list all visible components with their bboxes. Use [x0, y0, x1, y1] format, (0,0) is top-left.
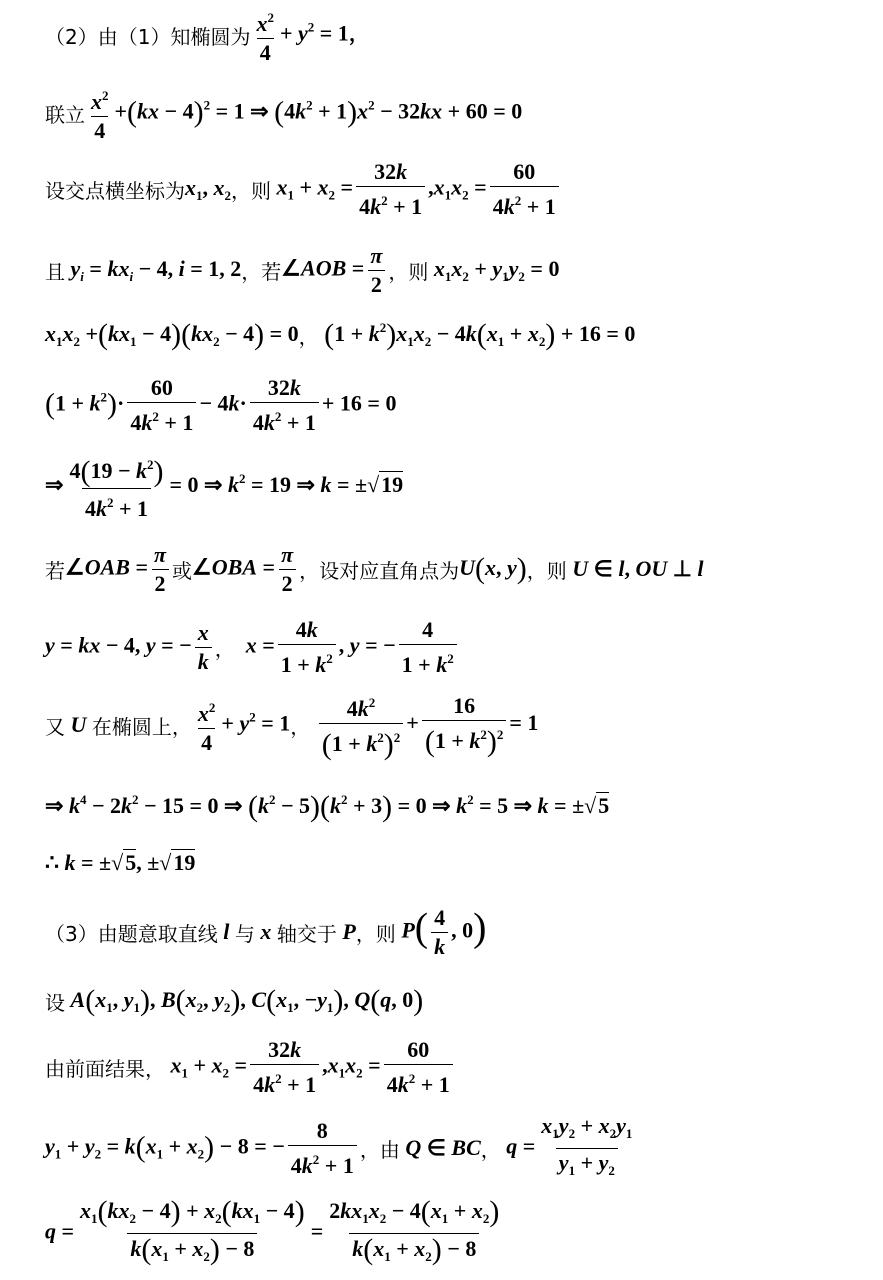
solution-line-12 [45, 838, 865, 888]
line-11-math: ⇒ $k^4 - 2k^2 - 15 = 0$ ⇒ $(k^2 - 5)(k^2 + 3) = 0$ ⇒ $k^2 = 5$ ⇒ k = ±√5 [45, 790, 610, 823]
solution-line-6 [45, 374, 865, 435]
line-8-connector-b: ，设对应直角点为 [299, 558, 460, 583]
line-5-math-a: $x_1x_2 +(kx_1 - 4)(kx_2 - 4) = 0$ [45, 318, 299, 351]
line-3-math-a: $x_1$, $x_2$ [185, 174, 231, 203]
solution-line-16 [45, 1112, 865, 1178]
line-9-math-b: x = $\frac{4k}{1 + k^2}$ , y = − $\frac{4}{1 + k^2}$ [235, 617, 460, 678]
line-13-label-c: 轴交于 [276, 921, 337, 946]
solution-line-9 [45, 616, 865, 677]
solution-line-4 [45, 242, 865, 297]
line-17-math: q = $\frac{x_1(kx_2 - 4) + x_2(kx_1 - 4)}{k(x_1 + x_2) - 8}$ = $\frac{2kx_1x_2 - 4(x_1 + x_2)}{k(x_1 + x_2) - 8}$ [45, 1197, 505, 1270]
line-13-connector: ，则 [355, 921, 396, 946]
line-4-math-a: $y_i = kx_i - 4$, i = 1, 2 [70, 255, 242, 284]
line-2-label: 联立 [45, 102, 85, 127]
line-13-math-d: P( $\frac{4}{k}$ , 0) [401, 904, 487, 959]
line-10-math-a: U [70, 712, 87, 737]
line-4-math-b: ∠AOB = $\frac{\pi}{2}$ [281, 243, 388, 298]
line-14-math: $A(x_1$, $y_1$), $B(x_2$, $y_2$), $C(x_1$, $-y_1$), Q(q, 0) [70, 984, 424, 1017]
line-13-math-c: P [342, 919, 356, 944]
line-16-connector-a: ，由 [359, 1137, 400, 1162]
line-16-math-b: Q ∈ BC [405, 1135, 481, 1160]
solution-line-11 [45, 782, 865, 832]
line-10-label-a: 又 [45, 714, 65, 739]
line-8-label: 若 [45, 558, 65, 583]
line-3-math-b: $x_1 + x_2$ = $\frac{32k}{4k^2 + 1}$ $,x_1x_2$ = $\frac{60}{4k^2 + 1}$ [271, 159, 562, 220]
solution-line-14 [45, 976, 865, 1026]
solution-line-17 [45, 1194, 865, 1266]
line-13-label-a: （3）由题意取直线 [45, 921, 218, 946]
solution-line-5 [45, 310, 865, 360]
line-1-label: （2）由（1）知椭圆为 [45, 24, 251, 49]
line-4-label: 且 [45, 259, 65, 284]
line-9-math-a: y = kx − 4, y = − $\frac{x}{k}$ [45, 620, 215, 675]
line-15-label: 由前面结果， [45, 1056, 165, 1081]
line-3-connector: ，则 [231, 178, 271, 203]
line-5-math-b: $(1 + k^2)x_1x_2 - 4k(x_1 + x_2) + 16 = 0$ [324, 318, 636, 351]
line-13-label-b: 与 [234, 921, 255, 946]
line-3-label: 设交点横坐标为 [45, 178, 185, 203]
line-8-connector-c: ，则 [526, 558, 567, 583]
line-6-math: $(1 + k^2)\cdot$ $\frac{60}{4k^2 + 1}$ − 4k· $\frac{32k}{4k^2 + 1}$ + 16 = 0 [45, 374, 397, 435]
line-8-math-c: U(x, y) [459, 552, 527, 585]
line-10-math-c: $\frac{4k^2}{(1 + k^2)^2}$ + $\frac{16}{(1 + k^2)^2}$ = 1 [310, 690, 538, 760]
line-8-connector-a: 或 [172, 558, 193, 583]
solution-line-15 [45, 1036, 865, 1097]
line-2-math: $\frac{x^2}{4}$ +(kx − 4)$^2$ = 1 ⇒ $(4k^2 + 1)x^2 - 32kx + 60 = 0$ [91, 87, 523, 143]
line-8-math-d: U ∈ l, OU ⊥ l [572, 556, 704, 581]
solution-line-3 [45, 158, 865, 219]
line-1-math: $\frac{x^2}{4}$ + $y^2 = 1$， [256, 9, 369, 65]
line-16-math-c: q = $\frac{x_1y_2 + x_2y_1}{y_1 + y_2}$ [501, 1113, 639, 1184]
line-10-label-b: 在椭圆上， [91, 714, 192, 739]
line-7-math: ⇒ $\frac{4(19 - k^2)}{4k^2 + 1}$ = 0 ⇒ $k^2 = 19$ ⇒ k = ±√19 [45, 455, 404, 521]
line-10-connector: ， [290, 714, 311, 739]
line-13-math-b: x [260, 919, 272, 944]
line-12-math: ∴ k = ±√5, ±√19 [45, 850, 196, 875]
line-13-math-a: l [223, 919, 230, 944]
line-15-math: $x_1 + x_2$ = $\frac{32k}{4k^2 + 1}$ $,x_1x_2$ = $\frac{60}{4k^2 + 1}$ [165, 1037, 456, 1098]
solution-line-13 [45, 904, 865, 959]
line-8-math-a: ∠OAB = $\frac{\pi}{2}$ [65, 542, 172, 597]
line-16-connector-b: ， [480, 1137, 501, 1162]
line-16-math-a: $y_1 + y_2 = k(x_1 + x_2) - 8$ = − $\frac{8}{4k^2 + 1}$ [45, 1118, 360, 1179]
solution-line-8 [45, 541, 865, 596]
line-10-math-b: $\frac{x^2}{4}$ + $y^2 = 1$ [197, 699, 291, 755]
solution-line-1 [45, 9, 865, 65]
line-8-math-b: ∠OBA = $\frac{\pi}{2}$ [192, 542, 299, 597]
line-4-math-c: $x_1x_2 + y_1y_2 = 0$ [433, 255, 560, 284]
line-4-connector-b: ，则 [388, 259, 429, 284]
line-14-label: 设 [45, 990, 65, 1015]
solution-line-10 [45, 693, 865, 761]
line-4-connector-a: ，若 [241, 259, 282, 284]
line-5-connector: ， [298, 324, 319, 349]
solution-line-2 [45, 87, 865, 143]
line-9-connector: ， [214, 636, 235, 661]
solution-line-7 [45, 455, 865, 521]
